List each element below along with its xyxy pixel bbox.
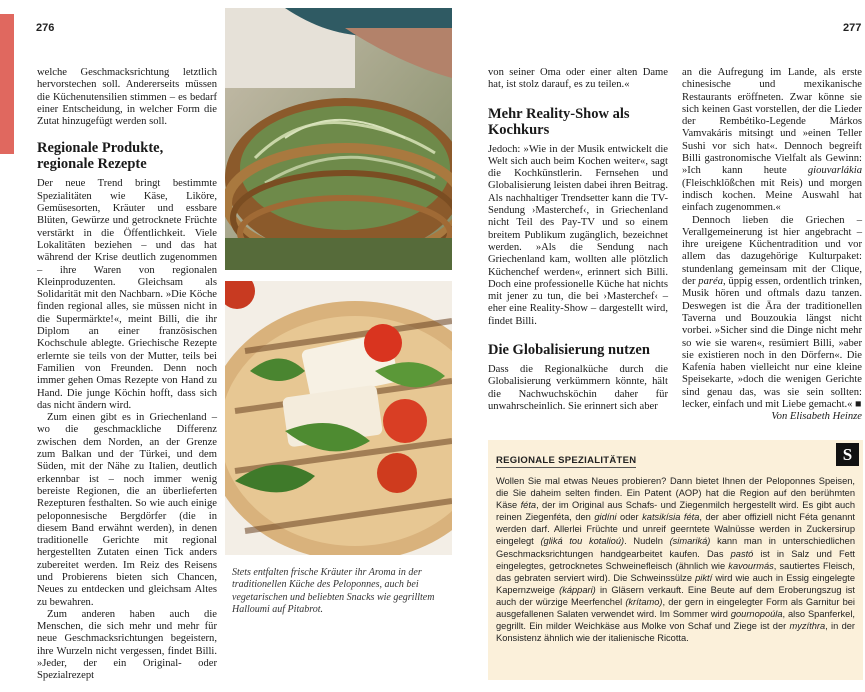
- section-heading-reality-show: Mehr Reality-Show als Kochkurs: [488, 105, 630, 138]
- italic-term: féta: [520, 500, 537, 511]
- italic-term: gidíni: [594, 512, 617, 523]
- page-number-right: 277: [843, 22, 862, 34]
- specialties-box: [488, 440, 863, 680]
- text-run: , der gern in eingelegter Form als Garnitur bei ausgefallenen Salaten verwendet wird. Im Sommer wird: [496, 596, 855, 620]
- text-run: Wollen Sie mal etwas Neues probieren? Dann bietet Ihnen der Peloponnes Speisen, die Sie daheim selten finden. Ein Patent (AOP) hat die Region auf den berühmten Käse: [496, 476, 855, 511]
- paragraph: Zum anderen haben auch die Menschen, die sich mehr und mehr für neue Geschmacksrichtungen begeistern, ihre Wurzeln nicht vergessen, findet Billi. »Jeder, der ein Original- oder Spezialrezept: [37, 608, 217, 682]
- photo-herbs-basket: [225, 8, 452, 270]
- paragraph: Der neue Trend bringt bestimmte Spezialitäten wie Käse, Liköre, Gemüsesorten, Kräuter und essbare Blüten, Gewürze und getrocknete Früchte verstärkt in die Öffentlichkeit. Viele Lokalitäten beziehen – und das hat während der Krise deutlich zugenommen – ihre Waren von regionalen Kleinproduzenten. Gleichsam als Solidarität mit den Nachbarn. »Die Köche finden regional alles, sie müssen nicht in die Supermärkte!«, meint Billi, die ihr Diplom an einer französischen Kochschule ablegte. Griechische Rezepte erlernte sie teils von der Mutter, teils bei Familien von Freunden. Denn noch immer gehen Omas Rezepte von Hand zu Hand. Die junge Köchin hofft, dass sich das nicht ändern wird.: [37, 178, 217, 411]
- italic-term: giouvarlákia: [807, 165, 862, 177]
- italic-term: katsikísia féta: [642, 512, 700, 523]
- text-run: oder: [616, 512, 643, 523]
- text-column-4: [682, 67, 862, 424]
- text-run: an die Aufregung im Lande, als erste chinesische und mexikanische Restaurants eröffneten. Zwar könne sie sich keinen Gast vorstellen, der die Lieder der Rembétiko-Legende Márkos Vamvakáris mitsingt und »einen Teller Sushi vor sich hat«. Dennoch begreift Billi gastronomische Vielfalt als Gewinn: »Ich kann heute: [682, 67, 862, 177]
- paragraph: Dass die Regionalküche durch die Globalisierung verkümmern könnte, hält die Nachwuchsköchin daher für unwahrscheinlich. Sie erinnert sich aber: [488, 364, 668, 412]
- box-paragraph: [496, 475, 855, 644]
- paragraph: [682, 215, 862, 412]
- section-badge: S: [836, 443, 859, 466]
- paragraph: welche Geschmacksrichtung letztlich hervorstechen soll. Andererseits müssen die Küchenutensilien stimmen – es bedarf einer Entscheidung, in welcher Form die Zutat hinzugefügt werden soll.: [37, 67, 217, 128]
- halloumi-pita-image: [225, 281, 452, 555]
- paragraph: von seiner Oma oder einer alten Dame hat, ist stolz darauf, es zu teilen.«: [488, 67, 668, 91]
- italic-term: (simariká): [669, 536, 711, 547]
- section-heading-globalisierung: Die Globalisierung nutzen: [488, 342, 650, 359]
- paragraph: Zum einen gibt es in Griechenland – wo die geschmackliche Differenz zwischen dem Norden, an der Grenze zum Balkan und der Türkei, und dem Süden, mit der Nähe zu Italien, deutlich erkennbar ist – noch immer wenig bereiste Regionen, die an überlieferten Rezepturen festhalten. So wie auch einige peloponnesische Bergdörfer (die in diesem Band erwähnt werden), in denen traditionelle Gerichte mit regional hergestellten Zutaten einen Tick anders zubereitet werden. Im Reiz des Reisens und Probierens bieten sich Chancen, Neues zu entdecken und gleichsam Altes zu bewahren.: [37, 412, 217, 608]
- text-run: , der im Original aus Schafs- und Ziegenmilch hergestellt wird. Es gibt auch reinen Ziegenféta, den: [496, 500, 855, 523]
- text-run: , also Spanferkel, gegrillt. Ein milder Weichkäse aus Molke von Schaf und Ziege ist der: [496, 609, 855, 632]
- section-heading-regionale-produkte: Regionale Produkte, regionale Rezepte: [37, 140, 164, 173]
- text-run: Dennoch lieben die Griechen – Verallgemeinerung ist hier angebracht – ihre ureigene Küchentradition und vor allem das dazugehörige Kulturpaket: stundenlang gemeinsam mit der Clique, der: [682, 214, 862, 288]
- text-run: . Nudeln: [624, 536, 670, 547]
- herbs-basket-image: [225, 8, 452, 270]
- box-text: [496, 475, 855, 644]
- text-run: , sautiertes Fleisch, das gebraten serviert wird). Die Schweinssülze: [496, 560, 855, 583]
- text-column-3: [488, 67, 668, 413]
- italic-term: gournopoúla: [730, 609, 783, 620]
- italic-term: pastó: [730, 548, 754, 559]
- italic-term: (káppari): [559, 584, 596, 595]
- chapter-tab-marker: [0, 14, 14, 154]
- italic-term: piktí: [695, 572, 713, 583]
- photo-caption: Stets entfalten frische Kräuter ihr Aroma in der traditionellen Küche des Peloponnes, auch bei vegetarischen und beliebten Snacks wie gegrilltem Halloumi auf Pitabrot.: [232, 567, 435, 616]
- italic-term: (gliká tou kotalioú): [540, 536, 625, 547]
- italic-term: paréa: [698, 276, 723, 288]
- text-run: in Gläsern verkauft. Eine Beute auf dem Eroberungszug ist auch der würzige Meerfenchel: [496, 584, 855, 607]
- text-run: , üppig essen, ordentlich trinken, Musik hören und oftmals dazu tanzen. Deswegen ist die Ära der traditionellen Taverna und Bouzoukia längst nicht vorbei. »Sicher sind die Dinge nicht mehr so wie sie waren«, resümiert Billi, »aber sie existieren noch in den Dörfern«. Die Kafenía haben vielleicht nur eine kleine Speisekarte, »doch die wenigen Gerichte sind genau das, was sie sein sollten: lecker, einfach und mit Liebe gemacht.« ■: [682, 276, 862, 411]
- box-title: REGIONALE SPEZIALITÄTEN: [496, 455, 637, 466]
- italic-term: myzíthra: [789, 621, 826, 632]
- text-run: , der aber offiziell nicht Féta genannt werden darf. Allerlei Früchte und unreif geerntete Walnüsse werden in Zuckersirup eingelegt: [496, 512, 855, 547]
- text-run: ist in Salz und Fett eingelegtes, getrocknetes Schweinefleisch (ähnlich wie: [496, 548, 855, 571]
- text-run: wird wie auch in Essig eingelegte Kapernzweige: [496, 572, 855, 595]
- italic-term: kavourmás: [728, 560, 774, 571]
- text-run: , in der Konsistenz ähnlich wie der italienische Ricotta.: [496, 621, 855, 644]
- text-column-1: [37, 67, 217, 683]
- text-run: (Fleischklößchen mit Reis) und morgen indisch kochen. Meine Auswahl hat einfach zugenommen.«: [682, 177, 862, 214]
- photo-halloumi-pita: [225, 281, 452, 555]
- text-run: kann man in unterschiedlichen Geschmacksrichtungen handgearbeitet kaufen. Das: [496, 536, 855, 559]
- page-number-left: 276: [36, 22, 55, 34]
- paragraph: [682, 67, 862, 215]
- italic-term: (krítamo): [625, 596, 663, 607]
- author-credit: Von Elisabeth Heinze: [771, 411, 862, 423]
- paragraph: Jedoch: »Wie in der Musik entwickelt die Welt sich auch beim Kochen weiter«, sagt die Kochkünstlerin. Fernsehen und Globalisierung leisten dabei ihren Beitrag. Als nachhaltiger Trendsetter kann die TV-Sendung ›Masterchef‹, in Griechenland nicht Teil des Pay-TV und so einem breitem Publikum zugänglich, bezeichnet werden. »Als die Sendung nach Griechenland kam, wollten alle plötzlich Küchenchef werden«, erinnert sich Billi. Doch eine professionelle Küche hat nichts mit jener zu tun, die bei ›Masterchef‹ – eher eine Reality-Show – dargestellt wird, findet Billi.: [488, 143, 668, 327]
